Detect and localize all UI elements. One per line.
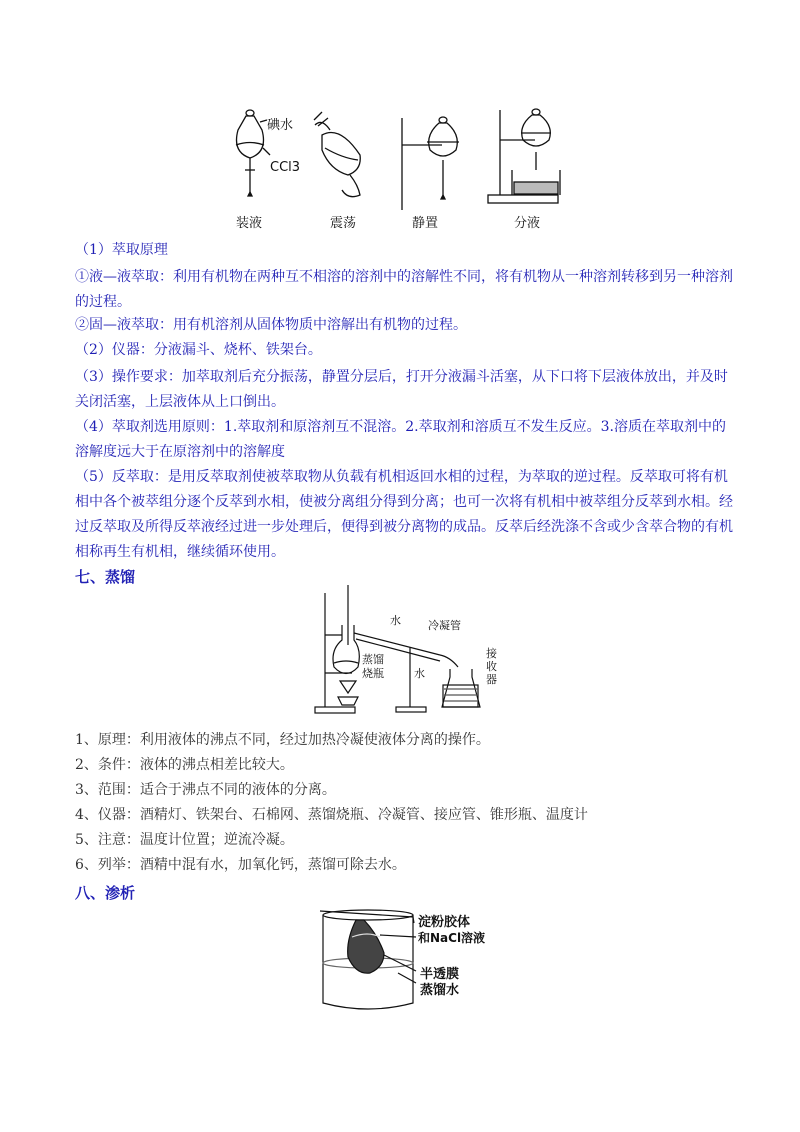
distillation-item-3: 3、范围：适合于沸点不同的液体的分离。: [75, 782, 336, 798]
flask-label: 蒸馏烧瓶: [362, 653, 384, 680]
distillation-item-5: 5、注意：温度计位置；逆流冷凝。: [75, 832, 294, 848]
distillation-apparatus-drawing: [310, 585, 510, 717]
distillation-heading: 七、蒸馏: [75, 568, 136, 586]
principle-solid-liquid: ②固—液萃取：用有机溶剂从固体物质中溶解出有机物的过程。: [75, 317, 467, 333]
distillation-item-6: 6、列举：酒精中混有水，加氧化钙，蒸馏可除去水。: [75, 857, 406, 873]
instruments-text: （2）仪器：分液漏斗、烧杯、铁架台。: [75, 342, 322, 358]
solvent-rules-text: （4）萃取剂选用原则：1.萃取剂和原溶剂互不混溶。2.萃取剂和溶质互不发生反应。3.溶质在萃取剂中的溶解度远大于在原溶剂中的溶解度: [75, 419, 726, 460]
step-stand-label: 静置: [412, 216, 439, 231]
iodine-water-label: 碘水: [267, 118, 294, 133]
dialysis-figure: [318, 905, 518, 1015]
extraction-figure: [230, 100, 570, 235]
water-in-label: 水: [414, 667, 425, 680]
step-separate-label: 分液: [514, 216, 541, 231]
receiver-label: 接收器: [486, 647, 497, 686]
operation-text: （3）操作要求：加萃取剂后充分振荡，静置分层后，打开分液漏斗活塞，从下口将下层液体放出，并及时关闭活塞，上层液体从上口倒出。: [75, 369, 728, 410]
distilled-water-label: 蒸馏水: [420, 983, 460, 998]
step-load-label: 装液: [236, 216, 263, 231]
principle-liquid-liquid: ①液—液萃取：利用有机物在两种互不相溶的溶剂中的溶解性不同，将有机物从一种溶剂转移到另一种溶剂的过程。: [75, 269, 733, 310]
water-out-label: 水: [390, 614, 401, 627]
ccl4-label: CCl3: [270, 160, 301, 175]
colloid-label-line1: 淀粉胶体: [418, 915, 471, 930]
distillation-item-1: 1、原理：利用液体的沸点不同，经过加热冷凝使液体分离的操作。: [75, 732, 490, 748]
condenser-label: 冷凝管: [428, 619, 461, 632]
colloid-label-line2: 和NaCl溶液: [418, 931, 486, 945]
membrane-label: 半透膜: [420, 967, 460, 982]
distillation-figure: [310, 585, 510, 717]
distillation-item-2: 2、条件：液体的沸点相差比较大。: [75, 757, 294, 773]
back-extraction-text: （5）反萃取：是用反萃取剂使被萃取物从负载有机相返回水相的过程，为萃取的逆过程。反萃取可将有机相中各个被萃组分逐个反萃到水相，使被分离组分得到分离；也可一次将有机相中被萃组分反萃到水相。经过反萃取及所得反萃液经过进一步处理后，便得到被分离物的成品。反萃后经洗涤不含或少含萃合物的有机相称再生有机相，继续循环使用。: [75, 469, 733, 560]
dialysis-heading: 八、渗析: [75, 884, 136, 902]
distillation-item-4: 4、仪器：酒精灯、铁架台、石棉网、蒸馏烧瓶、冷凝管、接应管、锥形瓶、温度计: [75, 807, 588, 823]
principle-title: （1）萃取原理: [75, 242, 168, 258]
step-shake-label: 震荡: [330, 216, 357, 231]
